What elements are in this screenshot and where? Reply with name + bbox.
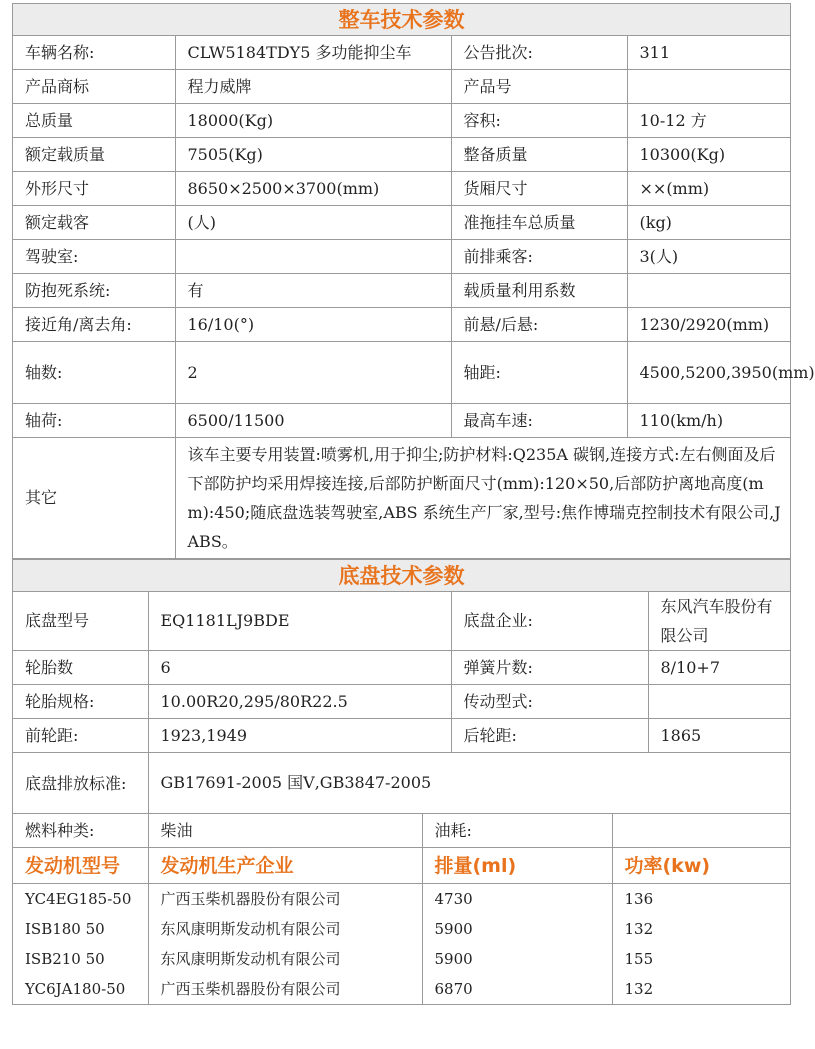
chassis-row: [13, 685, 790, 719]
vehicle-row: [13, 274, 790, 308]
spec-value: 8/10+7: [648, 651, 790, 685]
vehicle-row: [13, 138, 790, 172]
spec-label: 底盘企业:: [451, 592, 648, 651]
spec-value: 110(km/h): [627, 404, 790, 438]
vehicle-row: [13, 404, 790, 438]
spec-label: 轮胎数: [13, 651, 148, 685]
spec-label: 轴数:: [13, 342, 175, 404]
engine-power: 132: [612, 974, 790, 1004]
engine-power: 132: [612, 914, 790, 944]
engine-power: 136: [612, 884, 790, 915]
spec-value: [627, 274, 790, 308]
fuel-row: [13, 814, 790, 848]
spec-value: 10-12 方: [627, 104, 790, 138]
spec-value: EQ1181LJ9BDE: [148, 592, 451, 651]
engine-header-power: 功率(kw): [612, 848, 790, 884]
engine-table: [13, 814, 790, 1004]
spec-value: ××(mm): [627, 172, 790, 206]
spec-sheet: [12, 3, 815, 1005]
spec-label: 公告批次:: [451, 36, 627, 70]
engine-model: YC4EG185-50: [13, 884, 148, 915]
engine-row: [13, 884, 790, 915]
spec-value: [648, 685, 790, 719]
vehicle-row: [13, 342, 790, 404]
spec-value: 4500,5200,3950(mm): [627, 342, 790, 404]
vehicle-row: [13, 240, 790, 274]
vehicle-row: [13, 36, 790, 70]
vehicle-row: [13, 172, 790, 206]
emission-label: 底盘排放标准:: [13, 753, 148, 814]
engine-power: 155: [612, 944, 790, 974]
spec-value: 18000(Kg): [175, 104, 451, 138]
spec-value: 1923,1949: [148, 719, 451, 753]
other-label: 其它: [13, 438, 175, 559]
spec-value: CLW5184TDY5 多功能抑尘车: [175, 36, 451, 70]
engine-header-model: 发动机型号: [13, 848, 148, 884]
engine-row: [13, 974, 790, 1004]
spec-label: 前排乘客:: [451, 240, 627, 274]
spec-label: 防抱死系统:: [13, 274, 175, 308]
engine-displacement: 5900: [422, 914, 612, 944]
engine-row: [13, 914, 790, 944]
spec-label: 弹簧片数:: [451, 651, 648, 685]
spec-label: 后轮距:: [451, 719, 648, 753]
vehicle-row: [13, 104, 790, 138]
engine-displacement: 4730: [422, 884, 612, 915]
spec-value: 8650×2500×3700(mm): [175, 172, 451, 206]
engine-maker: 广西玉柴机器股份有限公司: [148, 884, 422, 915]
fuel-value: 柴油: [148, 814, 422, 848]
spec-label: 轴荷:: [13, 404, 175, 438]
spec-value: (kg): [627, 206, 790, 240]
chassis-row: [13, 651, 790, 685]
spec-label: 轮胎规格:: [13, 685, 148, 719]
vehicle-section-title: 整车技术参数: [13, 4, 790, 36]
engine-model: YC6JA180-50: [13, 974, 148, 1004]
spec-label: 额定载客: [13, 206, 175, 240]
spec-value: 3(人): [627, 240, 790, 274]
spec-value: 6500/11500: [175, 404, 451, 438]
chassis-emission-row: [13, 753, 790, 814]
spec-value: 7505(Kg): [175, 138, 451, 172]
spec-value: 10300(Kg): [627, 138, 790, 172]
engine-maker: 东风康明斯发动机有限公司: [148, 944, 422, 974]
spec-label: 准拖挂车总质量: [451, 206, 627, 240]
vehicle-row: [13, 206, 790, 240]
chassis-spec-table: [13, 592, 790, 814]
fuel-label: 燃料种类:: [13, 814, 148, 848]
engine-displacement: 5900: [422, 944, 612, 974]
engine-header-displacement: 排量(ml): [422, 848, 612, 884]
spec-value: 311: [627, 36, 790, 70]
spec-label: 传动型式:: [451, 685, 648, 719]
spec-value: 东风汽车股份有限公司: [648, 592, 790, 651]
consumption-value: [612, 814, 790, 848]
other-text: 该车主要专用装置:喷雾机,用于抑尘;防护材料:Q235A 碳钢,连接方式:左右侧面及后下部防护均采用焊接连接,后部防护断面尺寸(mm):120×50,后部防护离地高度(mm):450;随底盘选装驾驶室,ABS 系统生产厂家,型号:焦作博瑞克控制技术有限公司,J ABS。: [175, 438, 790, 559]
spec-label: 前悬/后悬:: [451, 308, 627, 342]
spec-label: 前轮距:: [13, 719, 148, 753]
spec-value: [175, 240, 451, 274]
spec-value: 2: [175, 342, 451, 404]
spec-label: 外形尺寸: [13, 172, 175, 206]
vehicle-spec-table: [13, 36, 815, 559]
engine-model: ISB210 50: [13, 944, 148, 974]
chassis-row: [13, 592, 790, 651]
spec-value: 1230/2920(mm): [627, 308, 790, 342]
chassis-row: [13, 719, 790, 753]
spec-value: 有: [175, 274, 451, 308]
engine-model: ISB180 50: [13, 914, 148, 944]
engine-header-maker: 发动机生产企业: [148, 848, 422, 884]
spec-label: 总质量: [13, 104, 175, 138]
spec-label: 驾驶室:: [13, 240, 175, 274]
spec-label: 整备质量: [451, 138, 627, 172]
spec-value: (人): [175, 206, 451, 240]
engine-header-row: [13, 848, 790, 884]
vehicle-row: [13, 308, 790, 342]
spec-value: 16/10(°): [175, 308, 451, 342]
emission-value: GB17691-2005 国Ⅴ,GB3847-2005: [148, 753, 790, 814]
spec-label: 额定载质量: [13, 138, 175, 172]
engine-row: [13, 944, 790, 974]
chassis-section-title: 底盘技术参数: [13, 559, 790, 592]
spec-label: 轴距:: [451, 342, 627, 404]
spec-value: 6: [148, 651, 451, 685]
spec-value: 10.00R20,295/80R22.5: [148, 685, 451, 719]
spec-label: 货厢尺寸: [451, 172, 627, 206]
spec-value: 1865: [648, 719, 790, 753]
spec-label: 产品商标: [13, 70, 175, 104]
engine-displacement: 6870: [422, 974, 612, 1004]
consumption-label: 油耗:: [422, 814, 612, 848]
spec-label: 接近角/离去角:: [13, 308, 175, 342]
vehicle-row: [13, 70, 790, 104]
vehicle-other-row: [13, 438, 790, 559]
spec-label: 载质量利用系数: [451, 274, 627, 308]
spec-label: 底盘型号: [13, 592, 148, 651]
engine-maker: 东风康明斯发动机有限公司: [148, 914, 422, 944]
spec-label: 最高车速:: [451, 404, 627, 438]
spec-value: [627, 70, 790, 104]
engine-maker: 广西玉柴机器股份有限公司: [148, 974, 422, 1004]
spec-label: 容积:: [451, 104, 627, 138]
spec-label: 车辆名称:: [13, 36, 175, 70]
spec-value: 程力威牌: [175, 70, 451, 104]
spec-label: 产品号: [451, 70, 627, 104]
